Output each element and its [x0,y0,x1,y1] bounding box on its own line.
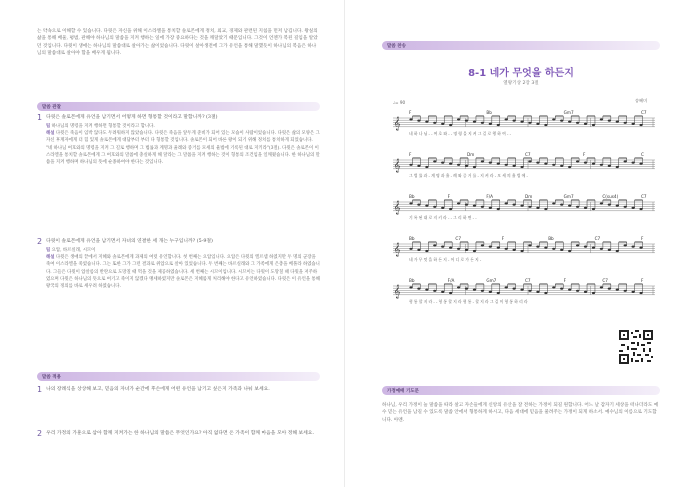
answer-1-body: 다윗은 죽음이 임박 않다도 두려워하지 않았습니다. 다윗은 죽음을 앞두게 준비가 되어 있는 모습이 사람이었습니다. 다윗은 삶의 모양은 그 자신 후계자에게 더 힘 있게 솔로몬에게 대답부터 부터 다 형통할 것입니다. 솔로몬이 되어 바른 왕이 되기 위해 정치를 통치하게 되었습니다. "네 하나님 여호와의 명령을 지켜 그 길로 행하며 그 법률과 계명과 율례와 증거를 모세의 율법에 기록된 대로 지키라"(3절). 다윗은 솔로몬이 이스라엘을 통치할 솔로몬에게 그 여호와의 말씀에 충실하게 해 달라는 그 말씀을 지켜 행하는 것이 형통의 조건임을 일깨웠습니다. 한 하나님의 말씀을 지켜 행하며 하나님의 뜻에 순종하여야 한다는 것입니다. [46,131,320,166]
note-head [608,120,611,122]
note-head [592,208,595,210]
chord-symbol: C7 [455,236,461,241]
note-head [520,121,523,123]
note-head [632,291,635,293]
chord-symbol: Bb [409,194,415,199]
chord-symbol: C7 [602,278,608,283]
note-head [457,248,460,250]
note-head [600,248,603,250]
note-head [592,163,595,165]
note-head [624,206,627,208]
note-head [481,160,484,162]
note-head [465,249,468,251]
note-head [639,163,642,165]
chord-symbol: F [501,236,505,241]
note-head [417,120,420,122]
lyric-line: 네 하 나 님 - - 여 호 와 - - 명 령 을 지 켜 그 길 로 행 하 여 - - [409,131,511,136]
note-head [600,202,603,204]
note-head [576,290,579,292]
question-4-text: 우리 가정의 가훈으로 삼아 함께 지켜가는 한 하나님의 말씀은 무엇인가요? 아직 없다면 온 가족이 함께 마음을 모아 정해 보세요. [46,431,314,436]
note-head [560,288,563,290]
qr-code[interactable] [617,328,655,366]
note-head [409,248,412,250]
chord-symbol: F [409,152,412,157]
note-head [639,124,642,126]
note-head [536,246,539,248]
note-head [568,289,571,291]
question-3-text: 나의 장례식을 상상해 보고, 믿음의 자녀가 순간에 후손에게 어떤 유언을 남기고 싶은지 가족과 나눠 보세요. [46,387,270,392]
note-head [560,120,563,122]
question-1 [37,114,320,122]
answer-1-lead: 하나님의 명령을 지켜 행하면 형통할 것이라고 합니다. [51,124,155,129]
chord-symbol: F [447,194,451,199]
note-head [473,205,476,207]
note-head [592,247,595,249]
note-head [497,163,500,165]
note-head [465,204,468,206]
note-head [513,288,516,290]
right-page [345,0,690,487]
question-4 [37,430,320,438]
chord-symbol: Bb [409,236,415,241]
question-number: 2 [37,237,43,246]
chord-symbol: F/A [486,194,494,199]
question-number: 2 [37,429,43,438]
answer-2 [46,247,320,358]
note-head [425,121,428,123]
note-head [513,165,516,167]
note-head [497,208,500,210]
note-head [449,124,452,126]
note-head [433,290,436,292]
note-head [552,118,555,120]
note-head [560,204,563,206]
note-head [616,205,619,207]
note-head [441,246,444,248]
note-head [449,163,452,165]
chord-symbol: Gm7 [563,110,574,115]
note-head [489,246,492,248]
note-head [639,292,642,294]
note-head [409,118,412,120]
note-head [632,207,635,209]
note-head [497,124,500,126]
note-head [568,121,571,123]
chord-symbol: F [583,152,586,157]
treble-clef-icon: 𝄞 [393,242,401,256]
note-head [600,286,603,288]
note-head [552,202,555,204]
note-head [465,288,468,290]
lyric-line: 기 록 된 대 로 지 키 라 - - 그 리 하 면 - - [409,215,477,220]
chord-symbol: Bb [409,278,415,283]
note-head [489,291,492,293]
answer-2-tag: 팁 [46,248,51,253]
song-reference: 열왕기상 2장 3절 [503,81,539,86]
note-head [528,122,531,124]
note-head [528,160,531,162]
note-head [465,165,468,167]
chord-symbol: Gm7 [486,278,497,283]
chord-symbol: Bb [486,110,492,115]
note-head [449,247,452,249]
note-head [513,249,516,251]
note-head [560,165,563,167]
lyric-line: 네 가 무 엇 을 하 든 지 - 어 디 로 가 든 지 - [409,257,482,262]
note-head [513,204,516,206]
note-head [473,250,476,252]
chord-symbol: Dm [525,194,533,199]
note-head [544,163,547,165]
note-head [576,244,579,246]
note-head [632,162,635,164]
note-head [616,289,619,291]
note-head [544,208,547,210]
note-head [433,244,436,246]
note-head [544,247,547,249]
note-head [584,246,587,248]
answer-2-lead: 요압, 바르실래, 시므이 [51,248,96,253]
note-head [608,288,611,290]
note-head [552,164,555,166]
note-head [520,250,523,252]
note-head [592,124,595,126]
note-head [505,118,508,120]
note-head [544,124,547,126]
answer-1-tag: 팁 [46,124,51,129]
note-head [409,202,412,204]
note-head [632,123,635,125]
chord-symbol: Bb [548,236,554,241]
qr-code-icon [619,330,653,364]
note-head [576,206,579,208]
sheet-music [393,104,655,316]
note-head [425,289,428,291]
note-head [481,206,484,208]
question-2 [37,238,320,246]
treble-clef-icon: 𝄞 [393,200,401,214]
chord-symbol: C7 [594,236,601,241]
note-head [457,202,460,204]
note-head [568,250,571,252]
note-head [505,286,508,288]
note-head [489,207,492,209]
note-head [576,122,579,124]
note-head [457,118,460,120]
note-head [441,291,444,293]
note-head [616,121,619,123]
note-head [624,122,627,124]
note-head [544,292,547,294]
note-head [536,291,539,293]
note-head [528,290,531,292]
chord-symbol: C(sus4) [602,194,619,199]
note-head [417,204,420,206]
note-head [520,166,523,168]
section-observation-title: 말씀 관찰 [37,102,320,111]
note-head [520,205,523,207]
note-head [441,123,444,125]
lyric-line: 그 법 률 과 - 계 명 과 율 - 례 와 증 거 를 - 지 켜 라 - 모 세 의 율 법 에 - [409,173,528,178]
note-head [465,120,468,122]
note-head [441,162,444,164]
note-head [552,248,555,250]
treble-clef-icon: 𝄞 [393,284,401,298]
note-head [536,123,539,125]
chord-symbol: C [641,152,644,157]
answer-2-body-tag: 해설 [46,255,55,261]
note-head [528,244,531,246]
note-head [584,162,587,164]
note-head [608,165,611,167]
answer-1 [46,123,320,227]
lyric-line: 형 통 할 지 라 - - 형 통 할 지 라 형 통 - 할 지 라 그 길 이 형 통 하 리 라 [409,299,528,304]
note-head [425,166,428,168]
note-head [624,160,627,162]
note-head [592,292,595,294]
note-head [505,248,508,250]
note-head [639,247,642,249]
note-head [417,165,420,167]
note-head [433,160,436,162]
chord-symbol: C7 [525,278,531,283]
note-head [497,292,500,294]
note-head [608,249,611,251]
note-head [497,247,500,249]
note-head [616,166,619,168]
chord-symbol: Gm7 [563,194,574,199]
note-head [417,249,420,251]
note-head [425,250,428,252]
note-head [481,122,484,124]
note-head [568,205,571,207]
note-head [473,121,476,123]
note-head [433,122,436,124]
note-head [473,289,476,291]
answer-1-body-tag: 해설 [46,131,55,137]
note-head [584,123,587,125]
note-head [560,249,563,251]
note-head [473,166,476,168]
song-title: 8-1 네가 무엇을 하든지 [468,68,574,79]
note-head [600,118,603,120]
chord-symbol: C7 [641,110,647,115]
note-head [584,291,587,293]
question-2-text: 다윗이 솔로몬에게 유언을 남기면서 자녀의 연결한 세 개는 누구입니까? (5-9절) [46,239,213,244]
question-3 [37,386,320,394]
note-head [624,244,627,246]
chord-symbol: F/A [447,278,455,283]
note-head [616,250,619,252]
note-head [608,204,611,206]
note-head [409,286,412,288]
note-head [632,246,635,248]
note-head [505,164,508,166]
note-head [520,289,523,291]
note-head [624,290,627,292]
note-head [528,206,531,208]
note-head [536,162,539,164]
note-head [449,208,452,210]
note-head [568,166,571,168]
family-prayer-text: 하나님, 우리 가정이 늘 말씀을 따라 살고 자손들에게 신앙의 유산을 잘 전하는 가정이 되길 원합니다. 어느 날 갑자기 세상을 떠나더라도 예수 믿는 유언을 남길 수 있도록 말씀 안에서 형통하게 하시고, 다음 세대에 믿음을 물려주는 가정이 되게 하소서. 예수님의 이름으로 기도합니다. 아멘. [382,403,659,423]
chord-symbol: Dm [467,152,475,157]
note-head [584,207,587,209]
note-head [552,286,555,288]
treble-clef-icon: 𝄞 [393,116,401,130]
note-head [576,160,579,162]
chord-symbol: F [563,278,567,283]
family-prayer-title: 가정예배 기도문 [382,386,660,395]
intro-paragraph: 는 약속으로 이해할 수 있습니다. 다윗은 자신을 위해 이스라엘을 통치할 솔로몬에게 정치, 외교, 경제와 관련된 지침을 먼저 남깁니다. 왕실의 삶을 통해 배울, 평범, 관해야 하나님의 말씀을 지켜 행하는 일에 가장 중요하다는 것을 깨달았기 때문입니다. 그것이 언젠가 복된 길임을 알았던 것입니다. 다윗이 생애는 하나님의 말씀대로 살아가는 삶이었습니다. 다윗이 살아생전에 그가 유언을 통해 말했듯이 하나님의 복음은 하나님의 말씀대로 살아야 함을 배우게 됩니다. [37,29,318,56]
question-number: 1 [37,385,43,394]
question-number: 1 [37,113,43,122]
note-head [513,120,516,122]
section-application-title: 말씀 적용 [37,372,320,381]
note-head [489,162,492,164]
note-head [639,208,642,210]
section-song-title: 말씀 찬송 [382,41,660,50]
question-1-text: 다윗은 솔로몬에게 유언을 남기면서 어떻게 하면 형통할 것이라고 말합니까? (3절) [46,115,218,120]
note-head [536,207,539,209]
answer-2-body: 다윗은 생애의 끝에서 지혜와 솔로몬에게 과제의 여럿 유언합니다. 첫 번째는 요압입니다. 요압은 다윗의 엘르셉 하였지만 두 명의 군장을 죽여 이스라엘을 죽였습니다. 그는 또한 그가 그런 결과로 위압으로 살아 있었습니다. 두 번째는 바르실래와 그 가족에게 은총을 베풀라 하였습니다. 그들은 다윗이 압살롬의 반란으로 도망칠 때 먹을 것을 제공하였습니다. 세 번째는 시므이입니다. 시므이는 다윗이 도망칠 때 다윗을 저주하였으며 다윗은 하나님의 뜻으로 여기고 죽이지 않겠다 맹세하였지만 솔로몬은 지혜롭게 처리해야 한다고 유언하였습니다. 다윗은 이 유언을 통해 왕국의 정의를 바로 세우려 하였습니다. [46,255,320,290]
chord-symbol: C7 [641,194,647,199]
chord-symbol: F [641,278,644,283]
note-head [600,164,603,166]
tempo-mark: ♩= 90 [393,100,406,105]
chord-symbol: F [641,236,644,241]
note-head [417,288,420,290]
chord-symbol: C7 [525,152,531,157]
note-head [425,205,428,207]
note-head [489,123,492,125]
note-head [441,207,444,209]
note-head [433,206,436,208]
note-head [481,290,484,292]
note-head [457,164,460,166]
note-head [449,292,452,294]
chord-symbol: F [409,110,412,115]
note-head [457,286,460,288]
note-head [481,244,484,246]
note-head [505,202,508,204]
note-head [409,164,412,166]
composer-credit: 송혜미 [635,98,648,103]
treble-clef-icon: 𝄞 [393,158,401,172]
